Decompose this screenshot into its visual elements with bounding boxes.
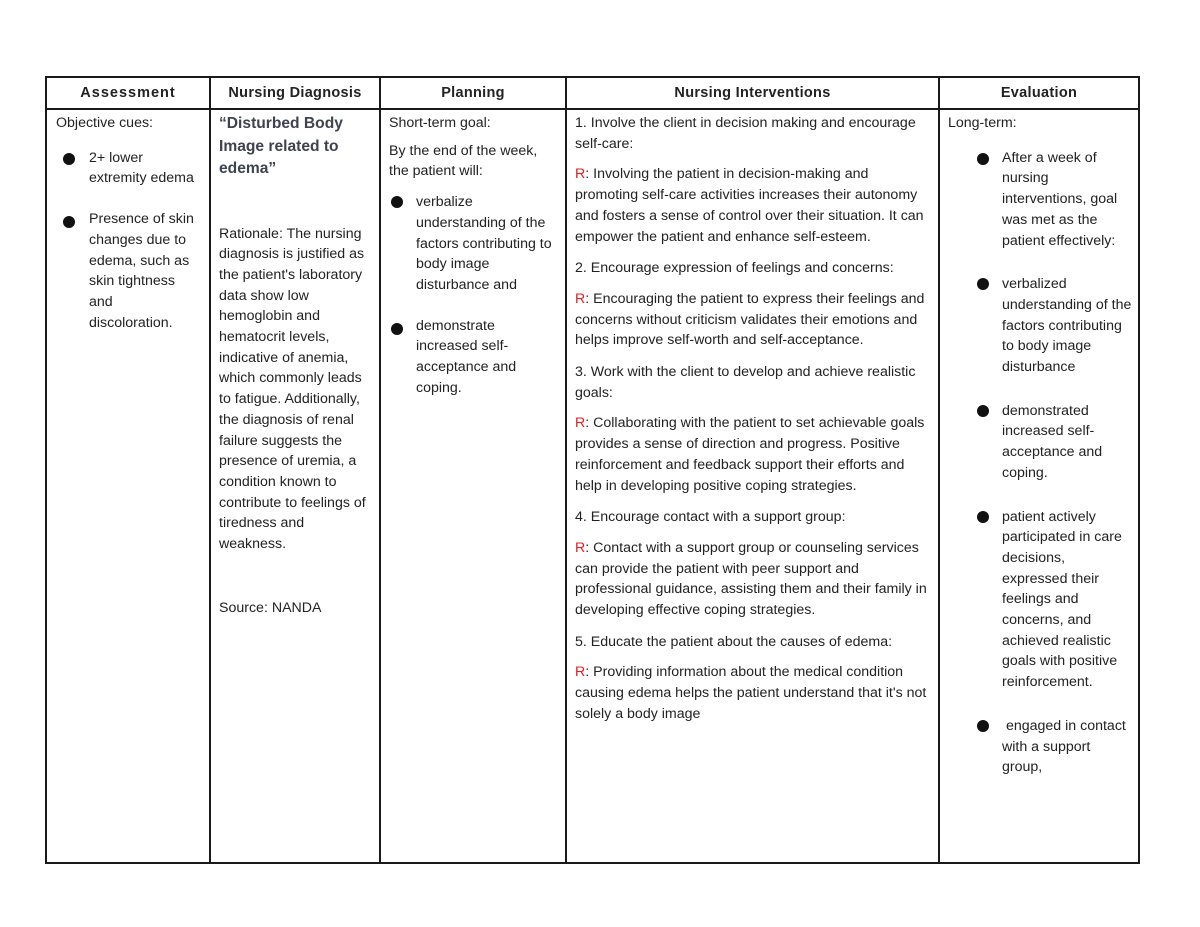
header-assessment: Assessment	[46, 77, 210, 109]
bullet-icon	[977, 278, 989, 290]
intervention-item: 4. Encourage contact with a support group:	[575, 509, 846, 526]
bullet-icon	[977, 405, 989, 417]
interventions-cell	[566, 109, 939, 863]
intervention-rationale: R: Contact with a support group or counseling services can provide the patient with peer support and professional guidance, assisting them and their family in developing effective coping strategies.	[575, 539, 927, 619]
intervention-rationale: R: Collaborating with the patient to set achievable goals provides a sense of direction and progress. Positive reinforcement and feedback support their efforts and help in developing positive coping strategies.	[575, 415, 925, 494]
rationale-marker: R	[575, 415, 586, 432]
diagnosis-rationale: Rationale: The nursing diagnosis is justified as the patient's laboratory data show low hemoglobin and hematocrit levels, indicative of anemia, which commonly leads to fatigue. Additionally, the diagnosis of renal failure suggests the presence of uremia, a condition known to contribute to feelings of tiredness and weakness.	[219, 225, 366, 553]
intervention-rationale: R: Involving the patient in decision-making and promoting self-care activities increases their autonomy and fosters a sense of control over their situation. It can empower the patient and enhance self-esteem.	[575, 166, 924, 245]
assessment-cue: Presence of skin changes due to edema, such as skin tightness and discoloration.	[89, 209, 199, 333]
intervention-item: 1. Involve the client in decision making and encourage self-care:	[575, 115, 916, 152]
header-evaluation: Evaluation	[939, 77, 1139, 109]
diagnosis-cell	[210, 109, 380, 863]
rationale-marker: R	[575, 166, 586, 183]
long-term-label: Long-term:	[948, 115, 1017, 131]
evaluation-cell	[939, 109, 1139, 863]
bullet-icon	[977, 720, 989, 732]
header-nursing-diagnosis: Nursing Diagnosis	[210, 77, 380, 109]
bullet-icon	[63, 153, 75, 165]
evaluation-point: verbalized understanding of the factors contributing to body image disturbance	[1002, 271, 1134, 378]
planning-goal: demonstrate increased self-acceptance and coping.	[416, 316, 559, 399]
intervention-rationale: R: Encouraging the patient to express their feelings and concerns without criticism validates their emotions and helps improve self-worth and self-acceptance.	[575, 290, 925, 349]
assessment-cue: 2+ lower extremity edema	[89, 145, 199, 189]
nursing-care-plan-table	[45, 76, 1140, 864]
short-term-goal-label: Short-term goal:	[389, 115, 491, 131]
planning-cell	[380, 109, 566, 863]
objective-cues-label: Objective cues:	[56, 115, 153, 131]
bullet-icon	[391, 196, 403, 208]
intervention-item: 5. Educate the patient about the causes of edema:	[575, 633, 893, 650]
body-row	[46, 109, 1139, 863]
intervention-item: 3. Work with the client to develop and achieve realistic goals:	[575, 364, 916, 401]
intervention-item: 2. Encourage expression of feelings and concerns:	[575, 260, 894, 277]
bullet-icon	[977, 511, 989, 523]
rationale-marker: R	[575, 664, 586, 681]
rationale-marker: R	[575, 539, 586, 556]
diagnosis-title: “Disturbed Body Image related to edema”	[219, 115, 343, 177]
header-nursing-interventions: Nursing Interventions	[566, 77, 939, 109]
diagnosis-source: Source: NANDA	[219, 599, 322, 616]
bullet-icon	[63, 216, 75, 228]
evaluation-point: engaged in contact with a support group,	[1002, 713, 1134, 778]
evaluation-point: patient actively participated in care decisions, expressed their feelings and concerns, and achieved realistic goals with positive reinforcement.	[1002, 504, 1134, 693]
bullet-icon	[977, 153, 989, 165]
evaluation-point: After a week of nursing interventions, goal was met as the patient effectively:	[1002, 145, 1134, 252]
evaluation-point: demonstrated increased self-acceptance and coping.	[1002, 398, 1134, 484]
planning-intro: By the end of the week, the patient will:	[389, 142, 538, 180]
assessment-cell	[46, 109, 210, 863]
planning-goal: verbalize understanding of the factors contributing to body image disturbance and	[416, 190, 559, 296]
header-row	[46, 77, 1139, 109]
bullet-icon	[391, 323, 403, 335]
intervention-rationale: R: Providing information about the medical condition causing edema helps the patient understand that it's not solely a body image	[575, 664, 927, 722]
header-planning: Planning	[380, 77, 566, 109]
rationale-marker: R	[575, 290, 586, 307]
